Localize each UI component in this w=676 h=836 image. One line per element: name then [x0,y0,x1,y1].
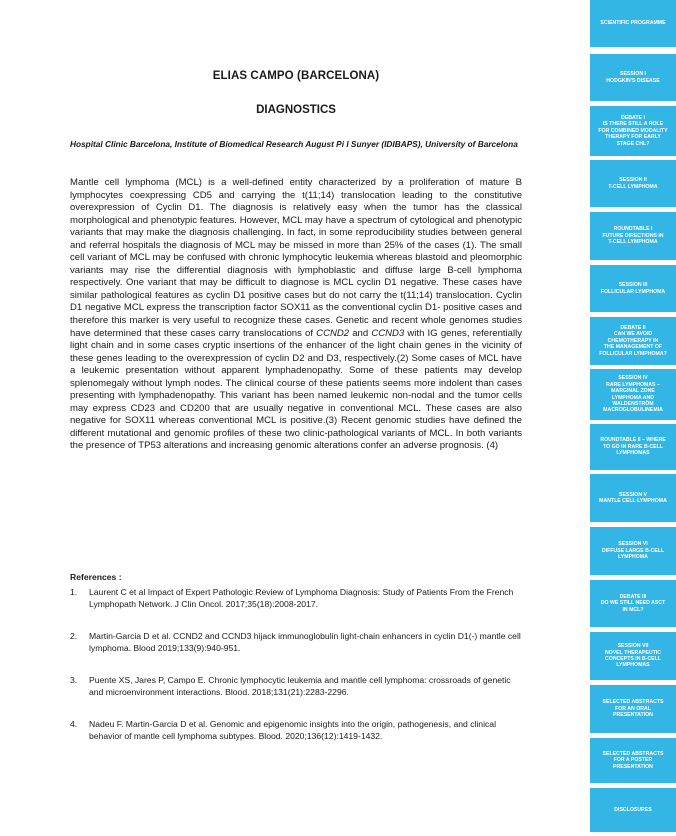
abstract-text-and: and [349,327,372,339]
sidebar-navigation [590,0,676,836]
reference-number: 3. [70,675,78,685]
nav-session-1[interactable]: SESSION I HODGKIN'S DISEASE [590,54,676,101]
nav-debate-2[interactable]: DEBATE II CAN WE AVOID CHEMOTHERAPY IN THE MANAGEMENT OF FOLLICULAR LYMPHOMA? [590,317,676,365]
reference-number: 4. [70,719,78,729]
reference-text: Martin-Garcia D et al. CCND2 and CCND3 hijack immunoglobulin light-chain enhancers in cyclin D1(-) mantle cell lymphoma. Blood 2019;133(9):940-951. [89,631,521,654]
reference-item [70,630,526,655]
abstract-body [70,177,522,453]
nav-roundtable-2[interactable]: ROUNDTABLE II – WHERE TO GO IN RARE B-CELL LYMPHOMAS [590,424,676,470]
section-title: DIAGNOSTICS [256,104,336,116]
nav-roundtable-1[interactable]: ROUNDTABLE I FUTURE DIRECTIONS IN T-CELL LYMPHOMA [590,212,676,260]
nav-selected-abstracts-oral[interactable]: SELECTED ABSTRACTS FOR AN ORAL PRESENTATION [590,685,676,733]
affiliation: Hospital Clinic Barcelona, Institute of Biomedical Research August Pi I Sunyer (IDIBAPS), University of Barcelona [70,139,518,149]
reference-item [70,674,526,699]
nav-scientific-programme[interactable]: SCIENTIFIC PROGRAMME [590,0,676,47]
nav-session-7[interactable]: SESSION VII NOVEL THERAPEUTIC CONCEPTS IN B-CELL LYMPHOMAS [590,632,676,680]
nav-debate-3[interactable]: DEBATE III DO WE STILL NEED ASCT IN MCL? [590,580,676,627]
reference-item [70,718,526,743]
abstract-text-part1: Mantle cell lymphoma (MCL) is a well-defined entity characterized by a proliferation of mature B lymphocytes coexpressing CD5 and carrying the t(11;14) translocation leading to the constitutive overexpression of Cyclin D1. The diagnosis is relatively easy when the tumor has the classical morphological and phenotypic features. However, MCL may have a spectrum of cytological and phenotypic variants that may make the diagnosis challenging. In fact, in some reproducibility studies between general and referral hospitals the diagnosis of MCL may be missed in more than 25% of the cases (1). The small cell variant of MCL may be confused with chronic lymphocytic leukemia whereas blastoid and pleomorphic variants may rise the differential diagnosis with lymphoblastic and diffuse large B-cell lymphoma respectively. One variant that may be difficult to diagnose is MCL cyclin D1 negative. These cases have similar pathological features as cyclin D1 positive cases but do not carry the t(11;14) translocation. Cyclin D1 negative MCL express the transcription factor SOX11 as the conventional cyclin D1- positive cases and therefore this marker is very useful to recognize these cases. Genetic and recent whole genomes studies have determined that these cases carry translocations of [70,177,522,339]
references-heading: References : [70,572,122,582]
reference-text: Laurent C et al Impact of Expert Pathologic Review of Lymphoma Diagnosis: Study of Patients From the French Lymphopath Network. J Clin Oncol. 2017;35(18):2008-2017. [89,587,514,610]
nav-session-2[interactable]: SESSION II T-CELL LYMPHOMA [590,160,676,207]
reference-item [70,586,526,611]
nav-session-5[interactable]: SESSION V MANTLE CELL LYMPHOMA [590,474,676,522]
reference-text: Puente XS, Jares P, Campo E. Chronic lymphocytic leukemia and mantle cell lymphoma: crossroads of genetic and microenvironment interactions. Blood. 2018;131(21):2283-2296. [89,675,511,698]
abstract-text-part2: with IG genes, referentially light chain and in some cases cryptic insertions of the enhancer of the light chain genes in the vicinity of these genes leading to the overexpression of cyclin D2 and D3, respectively.(2) Some cases of MCL have a leukemic presentation without apparent lymphadenopathy. Some of these patients may develop splenomegaly without lymph nodes. The clinical course of these patients seems more indolent than cases presenting with lymphadenopathy. This variant has been named leukemic non-nodal and the tumor cells may express CD23 and CD200 that are usually negative in conventional MCL. These cases are also negative for SOX11 whereas conventional MCL is positive.(3) Recent genomic studies have defined the different mutational and genomic profiles of these two clinic-pathological variants of MCL. In both variants the presence of TP53 alterations and increasing genomic alterations confer an adverse prognosis. (4) [70,327,523,452]
gene-ccnd3: CCND3 [371,327,405,339]
nav-session-4[interactable]: SESSION IV RARE LYMPHOMAS – MARGINAL ZONE LYMPHOMA AND WALDENSTRÖM MACROGLOBULINEMIA [590,369,676,420]
nav-disclosures[interactable]: DISCLOSURES [590,788,676,832]
nav-debate-1[interactable]: DEBATE I IS THERE STILL A ROLE FOR COMBINED MODALITY THERAPY FOR EARLY STAGE CHL? [590,106,676,156]
author-heading: ELIAS CAMPO (BARCELONA) [212,70,380,82]
reference-number: 1. [70,587,78,597]
gene-ccnd2: CCND2 [316,327,350,339]
nav-selected-abstracts-poster[interactable]: SELECTED ABSTRACTS FOR A POSTER PRESENTATION [590,738,676,783]
nav-session-6[interactable]: SESSION VI DIFFUSE LARGE B-CELL LYMPHOMA [590,527,676,575]
reference-text: Nadeu F. Martin-Garcia D et al. Genomic and epigenomic insights into the origin, pathogenesis, and clinical behavior of mantle cell lymphoma subtypes. Blood. 2020;136(12):1419-1432. [89,719,496,742]
reference-number: 2. [70,631,78,641]
nav-session-3[interactable]: SESSION III FOLLICULAR LYMPHOMA [590,265,676,312]
